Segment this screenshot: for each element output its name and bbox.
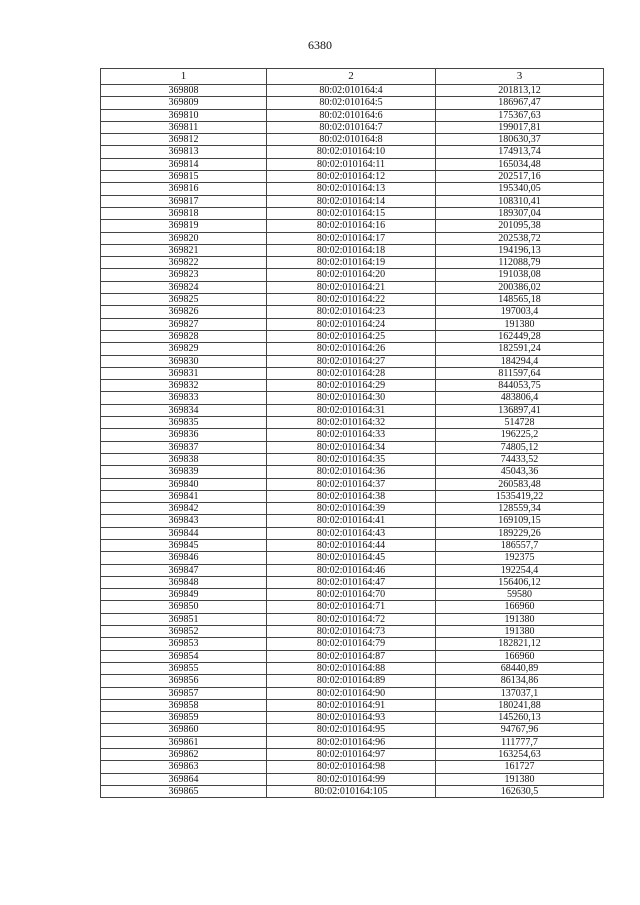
value-cell: 189229,26 (436, 527, 604, 539)
table-body (101, 85, 604, 798)
value-cell: 45043,36 (436, 466, 604, 478)
value-cell: 191380 (436, 626, 604, 638)
row-number-cell: 369857 (101, 687, 267, 699)
value-cell: 514728 (436, 417, 604, 429)
row-number-cell: 369822 (101, 257, 267, 269)
row-number-cell: 369828 (101, 330, 267, 342)
cadastral-number-cell: 80:02:010164:15 (267, 207, 436, 219)
table-row (101, 589, 604, 601)
cadastral-number-cell: 80:02:010164:6 (267, 109, 436, 121)
table-row (101, 330, 604, 342)
row-number-cell: 369808 (101, 85, 267, 97)
row-number-cell: 369838 (101, 453, 267, 465)
row-number-cell: 369820 (101, 232, 267, 244)
row-number-cell: 369814 (101, 158, 267, 170)
value-cell: 182591,24 (436, 343, 604, 355)
table-row (101, 134, 604, 146)
table-row (101, 564, 604, 576)
table-row (101, 355, 604, 367)
cadastral-number-cell: 80:02:010164:72 (267, 613, 436, 625)
value-cell: 74433,52 (436, 453, 604, 465)
row-number-cell: 369849 (101, 589, 267, 601)
value-cell: 186557,7 (436, 539, 604, 551)
cadastral-number-cell: 80:02:010164:19 (267, 257, 436, 269)
value-cell: 1535419,22 (436, 490, 604, 502)
table-row (101, 367, 604, 379)
row-number-cell: 369843 (101, 515, 267, 527)
cadastral-number-cell: 80:02:010164:7 (267, 121, 436, 133)
cadastral-number-cell: 80:02:010164:29 (267, 380, 436, 392)
row-number-cell: 369823 (101, 269, 267, 281)
cadastral-number-cell: 80:02:010164:38 (267, 490, 436, 502)
table-row (101, 294, 604, 306)
value-cell: 483806,4 (436, 392, 604, 404)
value-cell: 128559,34 (436, 503, 604, 515)
value-cell: 180630,37 (436, 134, 604, 146)
cadastral-number-cell: 80:02:010164:47 (267, 576, 436, 588)
table-row (101, 343, 604, 355)
row-number-cell: 369856 (101, 675, 267, 687)
value-cell: 94767,96 (436, 724, 604, 736)
cadastral-number-cell: 80:02:010164:44 (267, 539, 436, 551)
row-number-cell: 369812 (101, 134, 267, 146)
cadastral-number-cell: 80:02:010164:4 (267, 85, 436, 97)
table-row (101, 453, 604, 465)
table-row (101, 441, 604, 453)
cadastral-number-cell: 80:02:010164:28 (267, 367, 436, 379)
row-number-cell: 369841 (101, 490, 267, 502)
value-cell: 74805,12 (436, 441, 604, 453)
row-number-cell: 369853 (101, 638, 267, 650)
row-number-cell: 369850 (101, 601, 267, 613)
cadastral-number-cell: 80:02:010164:16 (267, 220, 436, 232)
row-number-cell: 369861 (101, 736, 267, 748)
cadastral-number-cell: 80:02:010164:70 (267, 589, 436, 601)
table-header (101, 69, 604, 85)
value-cell: 186967,47 (436, 97, 604, 109)
cadastral-number-cell: 80:02:010164:46 (267, 564, 436, 576)
value-cell: 196225,2 (436, 429, 604, 441)
cadastral-number-cell: 80:02:010164:43 (267, 527, 436, 539)
row-number-cell: 369839 (101, 466, 267, 478)
row-number-cell: 369852 (101, 626, 267, 638)
table-row (101, 269, 604, 281)
header-row (101, 69, 604, 85)
table-row (101, 158, 604, 170)
value-cell: 136897,41 (436, 404, 604, 416)
value-cell: 148565,18 (436, 294, 604, 306)
table-row (101, 281, 604, 293)
cadastral-number-cell: 80:02:010164:79 (267, 638, 436, 650)
cadastral-number-cell: 80:02:010164:73 (267, 626, 436, 638)
table-row (101, 490, 604, 502)
value-cell: 199017,81 (436, 121, 604, 133)
row-number-cell: 369832 (101, 380, 267, 392)
table-row (101, 85, 604, 97)
cadastral-number-cell: 80:02:010164:98 (267, 761, 436, 773)
cadastral-number-cell: 80:02:010164:32 (267, 417, 436, 429)
row-number-cell: 369809 (101, 97, 267, 109)
cadastral-number-cell: 80:02:010164:36 (267, 466, 436, 478)
value-cell: 111777,7 (436, 736, 604, 748)
row-number-cell: 369851 (101, 613, 267, 625)
value-cell: 162449,28 (436, 330, 604, 342)
value-cell: 191380 (436, 613, 604, 625)
cadastral-number-cell: 80:02:010164:10 (267, 146, 436, 158)
row-number-cell: 369811 (101, 121, 267, 133)
cadastral-number-cell: 80:02:010164:87 (267, 650, 436, 662)
cadastral-number-cell: 80:02:010164:23 (267, 306, 436, 318)
cadastral-number-cell: 80:02:010164:25 (267, 330, 436, 342)
value-cell: 86134,86 (436, 675, 604, 687)
page-number: 6380 (308, 38, 332, 52)
cadastral-number-cell: 80:02:010164:8 (267, 134, 436, 146)
row-number-cell: 369854 (101, 650, 267, 662)
cadastral-number-cell: 80:02:010164:89 (267, 675, 436, 687)
table-row (101, 626, 604, 638)
value-cell: 169109,15 (436, 515, 604, 527)
table-row (101, 146, 604, 158)
value-cell: 145260,13 (436, 712, 604, 724)
cadastral-number-cell: 80:02:010164:37 (267, 478, 436, 490)
cadastral-number-cell: 80:02:010164:91 (267, 699, 436, 711)
cadastral-number-cell: 80:02:010164:21 (267, 281, 436, 293)
table-row (101, 257, 604, 269)
table-row (101, 429, 604, 441)
cadastral-number-cell: 80:02:010164:20 (267, 269, 436, 281)
value-cell: 182821,12 (436, 638, 604, 650)
table-row (101, 662, 604, 674)
row-number-cell: 369847 (101, 564, 267, 576)
value-cell: 112088,79 (436, 257, 604, 269)
table-row (101, 417, 604, 429)
value-cell: 189307,04 (436, 207, 604, 219)
cadastral-number-cell: 80:02:010164:95 (267, 724, 436, 736)
header-cell-1: 1 (101, 69, 267, 85)
cadastral-number-cell: 80:02:010164:96 (267, 736, 436, 748)
row-number-cell: 369860 (101, 724, 267, 736)
table-row (101, 749, 604, 761)
table-row (101, 675, 604, 687)
value-cell: 195340,05 (436, 183, 604, 195)
table-row (101, 318, 604, 330)
cadastral-number-cell: 80:02:010164:22 (267, 294, 436, 306)
row-number-cell: 369836 (101, 429, 267, 441)
cadastral-number-cell: 80:02:010164:34 (267, 441, 436, 453)
row-number-cell: 369824 (101, 281, 267, 293)
row-number-cell: 369844 (101, 527, 267, 539)
value-cell: 175367,63 (436, 109, 604, 121)
row-number-cell: 369825 (101, 294, 267, 306)
row-number-cell: 369819 (101, 220, 267, 232)
table-row (101, 650, 604, 662)
row-number-cell: 369865 (101, 785, 267, 797)
value-cell: 192375 (436, 552, 604, 564)
value-cell: 260583,48 (436, 478, 604, 490)
value-cell: 200386,02 (436, 281, 604, 293)
value-cell: 202517,16 (436, 171, 604, 183)
value-cell: 166960 (436, 601, 604, 613)
cadastral-number-cell: 80:02:010164:41 (267, 515, 436, 527)
cadastral-number-cell: 80:02:010164:33 (267, 429, 436, 441)
row-number-cell: 369834 (101, 404, 267, 416)
cadastral-number-cell: 80:02:010164:26 (267, 343, 436, 355)
row-number-cell: 369827 (101, 318, 267, 330)
header-cell-2: 2 (267, 69, 436, 85)
table-row (101, 466, 604, 478)
cadastral-number-cell: 80:02:010164:97 (267, 749, 436, 761)
table-row (101, 232, 604, 244)
row-number-cell: 369826 (101, 306, 267, 318)
value-cell: 192254,4 (436, 564, 604, 576)
value-cell: 59580 (436, 589, 604, 601)
value-cell: 191380 (436, 773, 604, 785)
value-cell: 194196,13 (436, 244, 604, 256)
value-cell: 191038,08 (436, 269, 604, 281)
cadastral-number-cell: 80:02:010164:45 (267, 552, 436, 564)
cadastral-number-cell: 80:02:010164:105 (267, 785, 436, 797)
row-number-cell: 369821 (101, 244, 267, 256)
value-cell: 108310,41 (436, 195, 604, 207)
row-number-cell: 369842 (101, 503, 267, 515)
row-number-cell: 369863 (101, 761, 267, 773)
cadastral-number-cell: 80:02:010164:99 (267, 773, 436, 785)
value-cell: 137037,1 (436, 687, 604, 699)
table-row (101, 724, 604, 736)
value-cell: 174913,74 (436, 146, 604, 158)
table-row (101, 515, 604, 527)
cadastral-number-cell: 80:02:010164:88 (267, 662, 436, 674)
cadastral-number-cell: 80:02:010164:18 (267, 244, 436, 256)
value-cell: 166960 (436, 650, 604, 662)
cadastral-number-cell: 80:02:010164:93 (267, 712, 436, 724)
cadastral-number-cell: 80:02:010164:27 (267, 355, 436, 367)
row-number-cell: 369829 (101, 343, 267, 355)
table-row (101, 785, 604, 797)
value-cell: 68440,89 (436, 662, 604, 674)
value-cell: 165034,48 (436, 158, 604, 170)
cadastral-number-cell: 80:02:010164:90 (267, 687, 436, 699)
row-number-cell: 369846 (101, 552, 267, 564)
cadastral-number-cell: 80:02:010164:71 (267, 601, 436, 613)
cadastral-number-cell: 80:02:010164:30 (267, 392, 436, 404)
table-row (101, 736, 604, 748)
table-row (101, 183, 604, 195)
row-number-cell: 369817 (101, 195, 267, 207)
table-row (101, 552, 604, 564)
row-number-cell: 369813 (101, 146, 267, 158)
cadastral-number-cell: 80:02:010164:12 (267, 171, 436, 183)
value-cell: 184294,4 (436, 355, 604, 367)
table-row (101, 539, 604, 551)
value-cell: 201813,12 (436, 85, 604, 97)
value-cell: 201095,38 (436, 220, 604, 232)
table-row (101, 306, 604, 318)
data-table (100, 68, 604, 798)
cadastral-number-cell: 80:02:010164:39 (267, 503, 436, 515)
table-row (101, 244, 604, 256)
cadastral-number-cell: 80:02:010164:24 (267, 318, 436, 330)
table-row (101, 761, 604, 773)
row-number-cell: 369855 (101, 662, 267, 674)
table-row (101, 97, 604, 109)
header-cell-3: 3 (436, 69, 604, 85)
table-row (101, 220, 604, 232)
value-cell: 844053,75 (436, 380, 604, 392)
table-row (101, 171, 604, 183)
row-number-cell: 369835 (101, 417, 267, 429)
value-cell: 191380 (436, 318, 604, 330)
row-number-cell: 369831 (101, 367, 267, 379)
value-cell: 161727 (436, 761, 604, 773)
cadastral-number-cell: 80:02:010164:14 (267, 195, 436, 207)
row-number-cell: 369818 (101, 207, 267, 219)
table-row (101, 699, 604, 711)
value-cell: 163254,63 (436, 749, 604, 761)
row-number-cell: 369833 (101, 392, 267, 404)
value-cell: 811597,64 (436, 367, 604, 379)
table-row (101, 503, 604, 515)
table-row (101, 773, 604, 785)
cadastral-number-cell: 80:02:010164:17 (267, 232, 436, 244)
table-row (101, 638, 604, 650)
table-row (101, 576, 604, 588)
table-row (101, 527, 604, 539)
table-row (101, 613, 604, 625)
value-cell: 180241,88 (436, 699, 604, 711)
row-number-cell: 369864 (101, 773, 267, 785)
row-number-cell: 369859 (101, 712, 267, 724)
table-row (101, 207, 604, 219)
cadastral-number-cell: 80:02:010164:11 (267, 158, 436, 170)
table-row (101, 195, 604, 207)
table-row (101, 109, 604, 121)
row-number-cell: 369830 (101, 355, 267, 367)
cadastral-number-cell: 80:02:010164:5 (267, 97, 436, 109)
table-row (101, 121, 604, 133)
cadastral-number-cell: 80:02:010164:13 (267, 183, 436, 195)
table-row (101, 478, 604, 490)
value-cell: 202538,72 (436, 232, 604, 244)
table-row (101, 380, 604, 392)
row-number-cell: 369848 (101, 576, 267, 588)
row-number-cell: 369862 (101, 749, 267, 761)
row-number-cell: 369810 (101, 109, 267, 121)
value-cell: 156406,12 (436, 576, 604, 588)
row-number-cell: 369840 (101, 478, 267, 490)
row-number-cell: 369816 (101, 183, 267, 195)
table-row (101, 601, 604, 613)
row-number-cell: 369815 (101, 171, 267, 183)
row-number-cell: 369858 (101, 699, 267, 711)
table-row (101, 712, 604, 724)
cadastral-number-cell: 80:02:010164:31 (267, 404, 436, 416)
value-cell: 162630,5 (436, 785, 604, 797)
table-row (101, 687, 604, 699)
row-number-cell: 369845 (101, 539, 267, 551)
cadastral-number-cell: 80:02:010164:35 (267, 453, 436, 465)
row-number-cell: 369837 (101, 441, 267, 453)
value-cell: 197003,4 (436, 306, 604, 318)
table-row (101, 392, 604, 404)
table-row (101, 404, 604, 416)
